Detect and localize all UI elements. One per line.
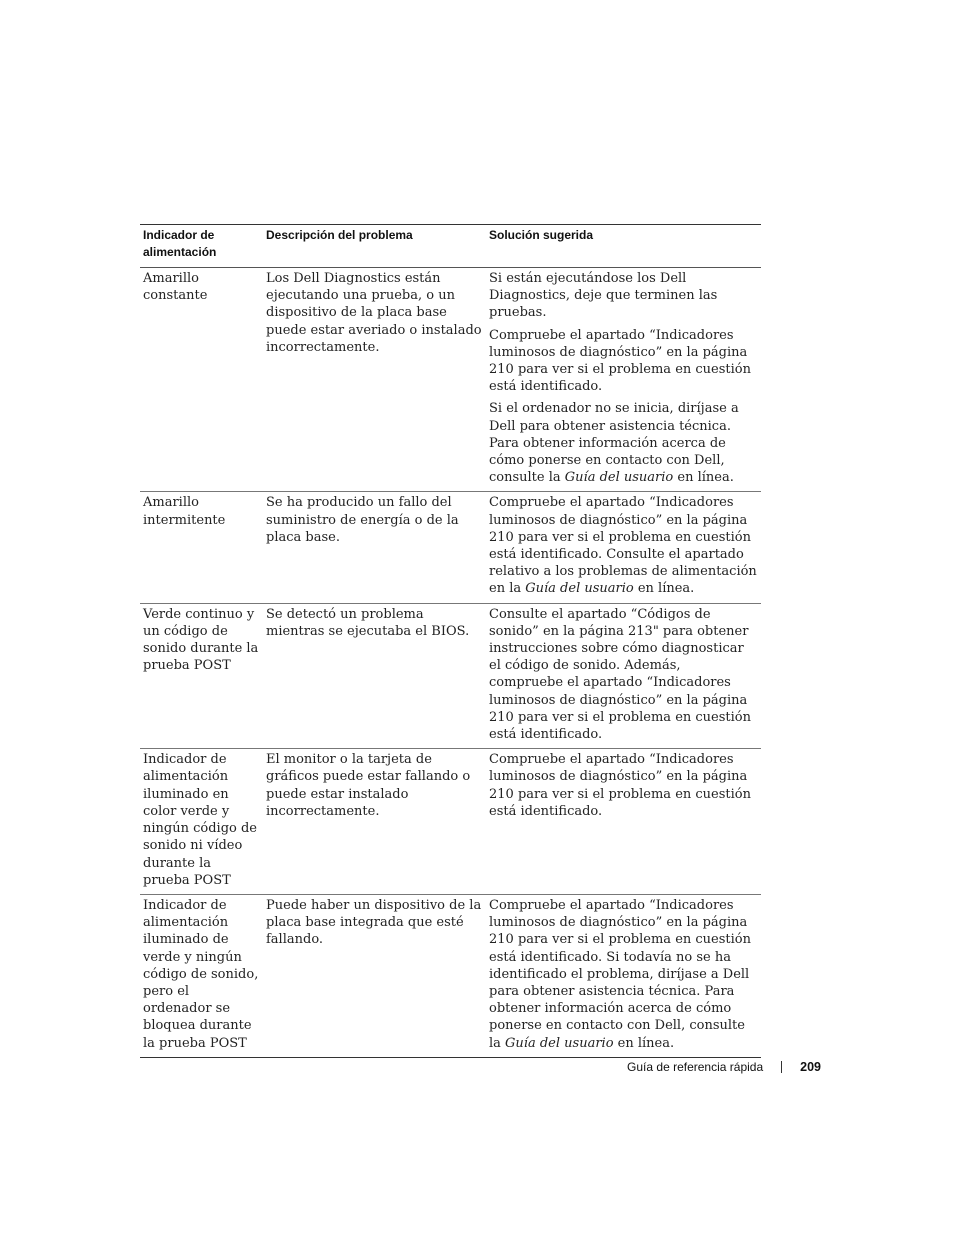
description-cell: Se detectó un problema mientras se ejecutaba el BIOS. bbox=[266, 606, 470, 639]
table-row bbox=[140, 492, 761, 603]
solution-cell bbox=[486, 268, 761, 492]
solution-paragraph bbox=[489, 400, 758, 486]
user-guide-reference: Guía del usuario bbox=[564, 470, 674, 486]
power-indicator-table bbox=[140, 224, 761, 1058]
description-cell: Se ha producido un fallo del suministro de energía o de la placa base. bbox=[266, 495, 459, 545]
indicator-cell: Indicador de alimentación iluminado en color verde y ningún código de sonido ni vídeo durante la prueba POST bbox=[143, 752, 257, 888]
table-row bbox=[140, 894, 761, 1057]
solution-paragraph: Compruebe el apartado “Indicadores luminosos de diagnóstico” en la página 210 para ver si el problema en cuestión está identificado. bbox=[489, 327, 751, 395]
solution-text: Compruebe el apartado “Indicadores luminosos de diagnóstico” en la página 210 para ver si el problema en cuestión está identificado. Si todavía no se ha identificado el problema, diríjase a Dell para obtener asistencia técnica. Para obtener información acerca de cómo ponerse en contacto con Dell, consulte la bbox=[489, 897, 751, 1051]
solution-text: en línea. bbox=[633, 581, 695, 597]
indicator-cell: Amarillo intermitente bbox=[143, 495, 226, 528]
table-row bbox=[140, 603, 761, 749]
solution-text: en línea. bbox=[673, 470, 734, 486]
solution-paragraph: Si están ejecutándose los Dell Diagnostics, deje que terminen las pruebas. bbox=[489, 271, 718, 321]
solution-cell: Consulte el apartado “Códigos de sonido” en la página 213" para obtener instrucciones sobre cómo diagnosticar el código de sonido. Además, compruebe el apartado “Indicadores luminosos de diagnóstico” en la página 210 para ver si el problema en cuestión está identificado. bbox=[489, 606, 751, 743]
description-cell: Puede haber un dispositivo de la placa base integrada que esté fallando. bbox=[266, 897, 482, 948]
user-guide-reference: Guía del usuario bbox=[505, 1035, 614, 1051]
user-guide-reference: Guía del usuario bbox=[525, 581, 634, 597]
table-row bbox=[140, 749, 761, 895]
table-header-row bbox=[140, 225, 761, 268]
description-cell: Los Dell Diagnostics están ejecutando una prueba, o un dispositivo de la placa base puede estar averiado o instalado incorrectamente. bbox=[266, 271, 482, 355]
description-cell: El monitor o la tarjeta de gráficos puede estar fallando o puede estar instalado incorrectamente. bbox=[266, 752, 471, 819]
header-solution: Solución sugerida bbox=[489, 228, 594, 242]
indicator-cell: Verde continuo y un código de sonido durante la prueba POST bbox=[143, 606, 259, 674]
header-indicator: Indicador de alimentación bbox=[143, 228, 217, 259]
header-description: Descripción del problema bbox=[266, 228, 413, 242]
solution-cell: Compruebe el apartado “Indicadores luminosos de diagnóstico” en la página 210 para ver si el problema en cuestión está identificado. bbox=[489, 752, 751, 819]
solution-text: en línea. bbox=[613, 1035, 675, 1051]
page-number: 209 bbox=[800, 1060, 821, 1074]
page-footer bbox=[627, 1060, 821, 1074]
table-row bbox=[140, 268, 761, 492]
indicator-cell: Amarillo constante bbox=[143, 271, 208, 304]
solution-cell bbox=[486, 492, 761, 603]
solution-cell bbox=[486, 894, 761, 1057]
footer-divider bbox=[781, 1061, 782, 1073]
solution-text: Compruebe el apartado “Indicadores luminosos de diagnóstico” en la página 210 para ver si el problema en cuestión está identificado. Consulte el apartado relativo a los problemas de alimentación en la bbox=[489, 495, 757, 597]
indicator-cell: Indicador de alimentación iluminado de verde y ningún código de sonido, pero el ordenador se bloquea durante la prueba POST bbox=[143, 897, 259, 1051]
footer-title: Guía de referencia rápida bbox=[627, 1060, 764, 1074]
solution-text: Si el ordenador no se inicia, diríjase a Dell para obtener asistencia técnica. Para obtener información acerca de cómo ponerse en contacto con Dell, consulte la bbox=[489, 401, 739, 486]
